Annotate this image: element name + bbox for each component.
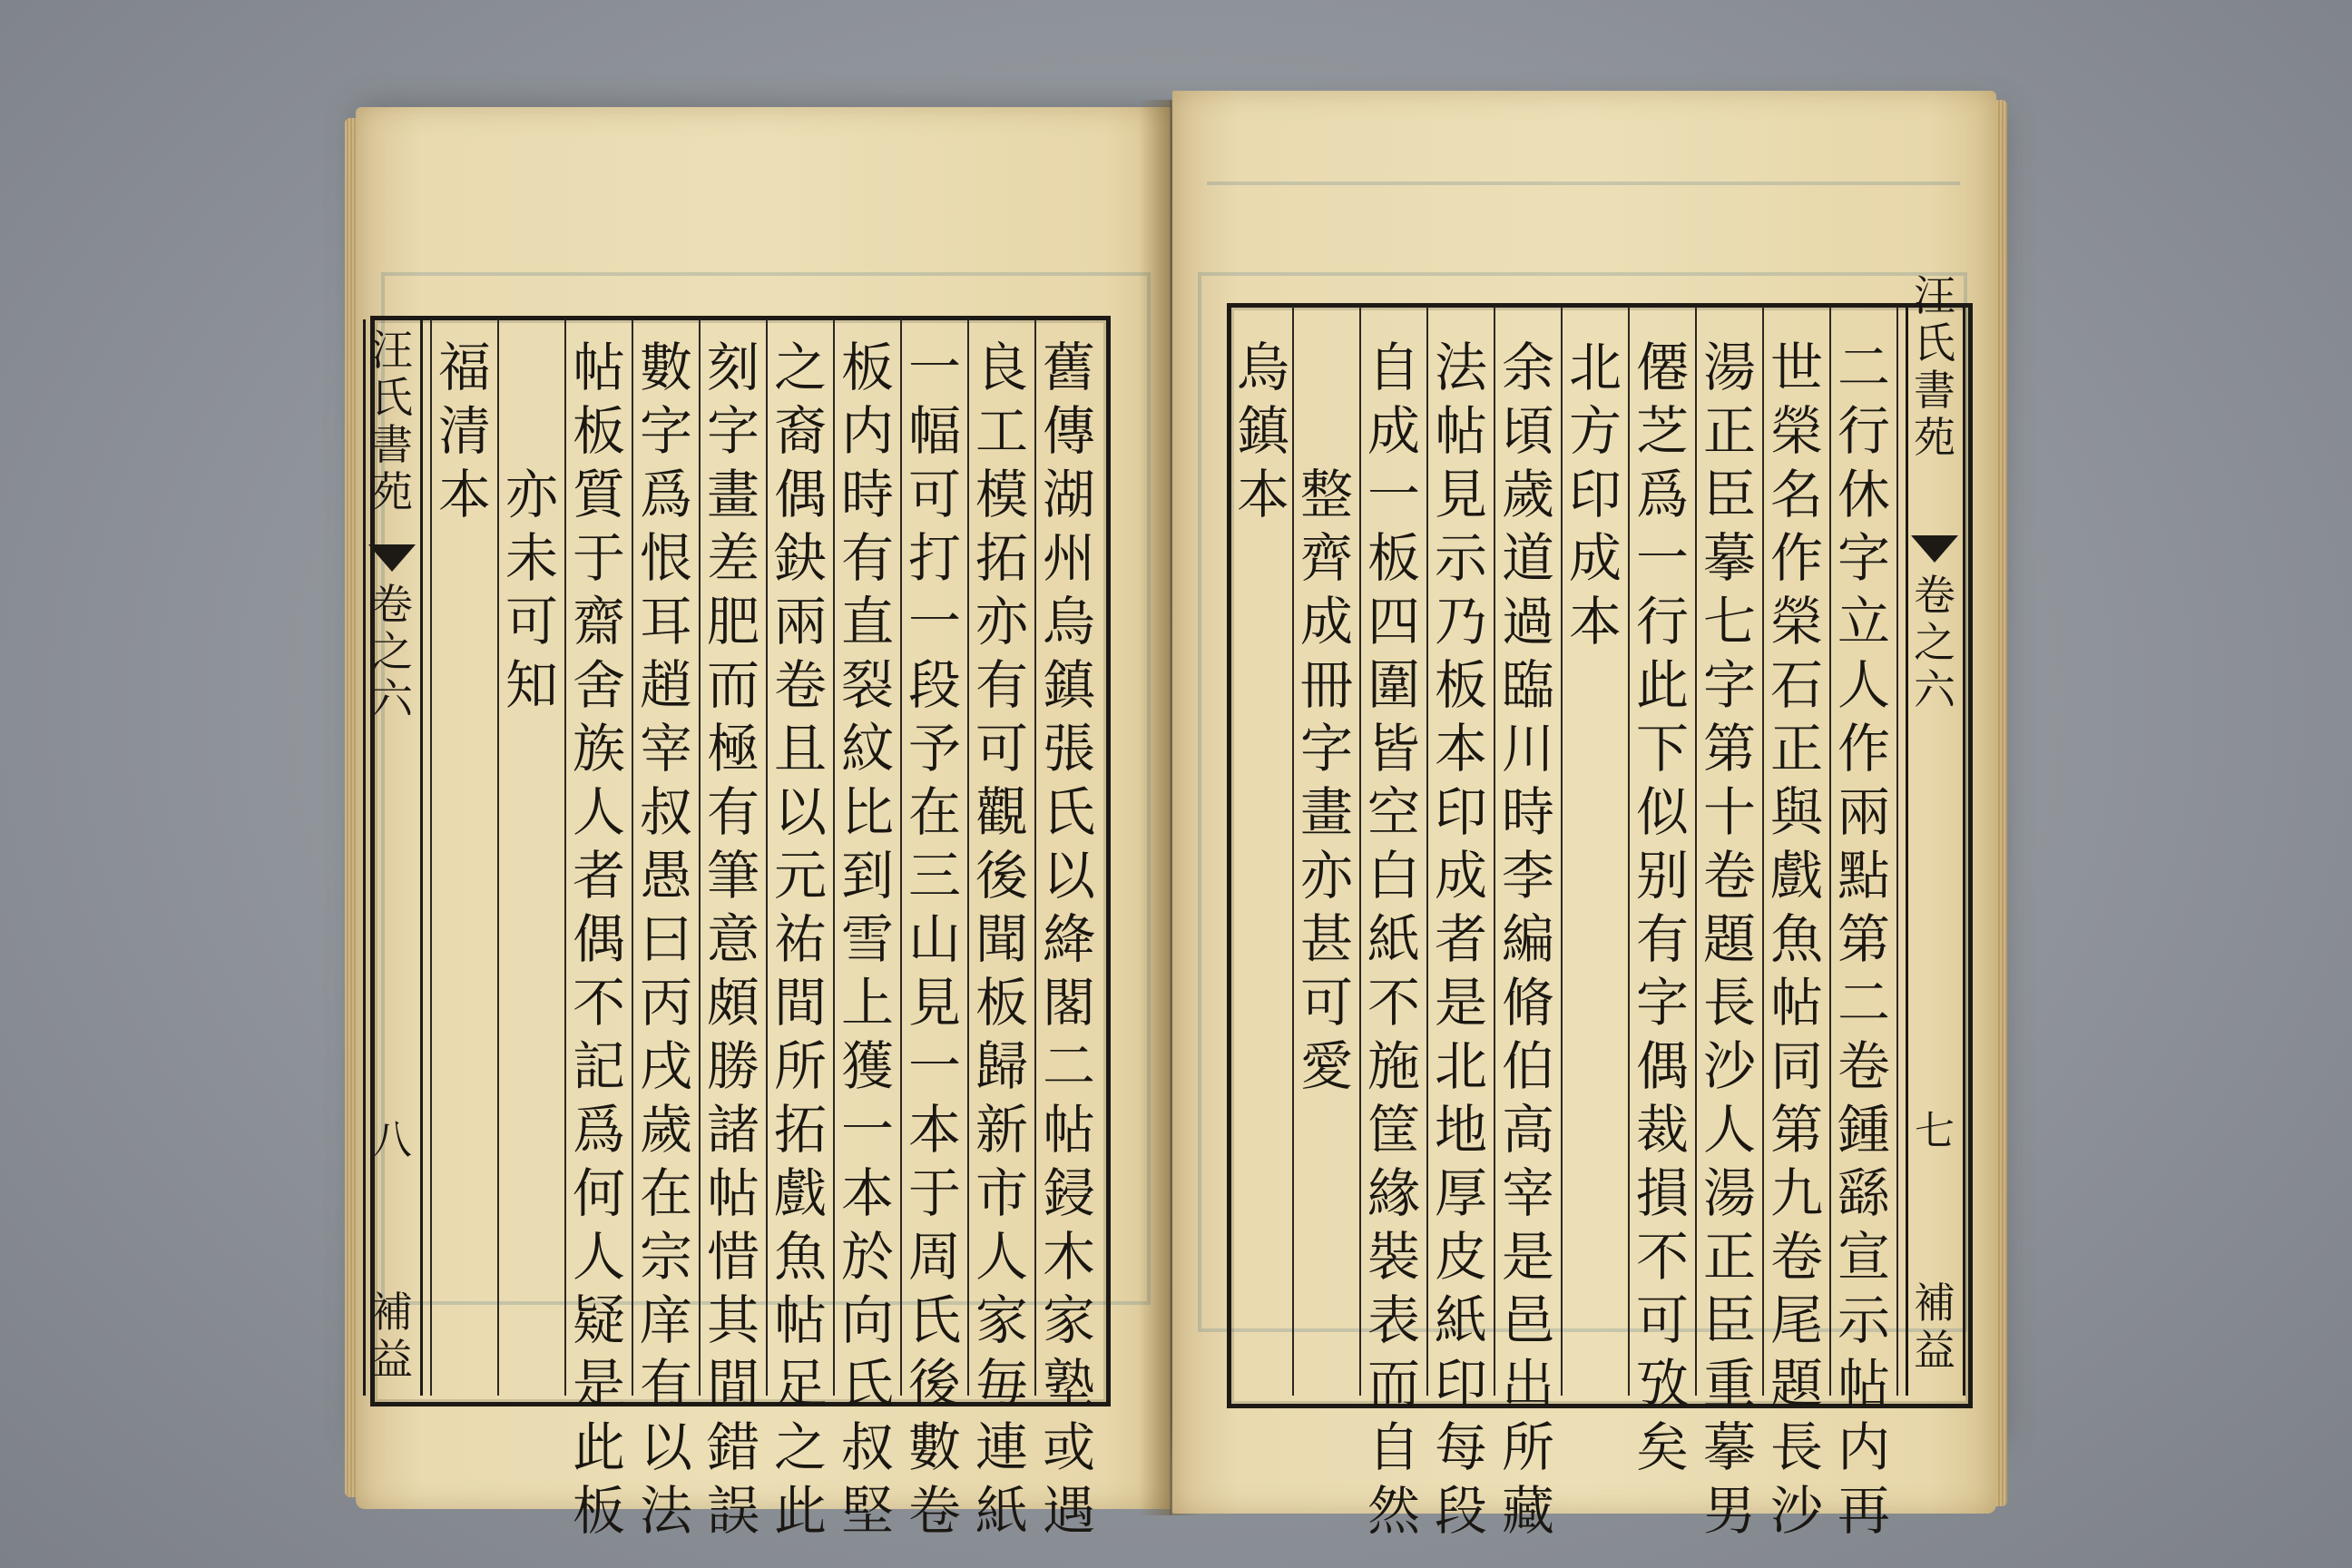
left-column-rule bbox=[900, 319, 902, 1396]
right-text-column-10: 烏鎮本 bbox=[1236, 337, 1289, 525]
right-column-rule bbox=[1359, 307, 1361, 1396]
left-margin-volume: 卷之六 bbox=[371, 580, 413, 723]
right-margin-footer: 補益 bbox=[1914, 1279, 1955, 1375]
left-text-column-8: 帖板質于齋舍族人者偶不記爲何人疑是此板 bbox=[572, 337, 625, 1542]
left-text-column-7: 數字爲恨耳趙宰叔愚曰丙戌歲在宗庠有以法 bbox=[639, 337, 692, 1542]
right-column-rule bbox=[1896, 307, 1898, 1396]
right-column-rule bbox=[1561, 307, 1563, 1396]
left-text-column-5: 之裔偶鈌兩卷且以元祐間所拓戲魚帖足之此 bbox=[773, 337, 827, 1542]
left-text-column-10: 福清本 bbox=[437, 337, 491, 525]
right-column-rule bbox=[1628, 307, 1630, 1396]
right-margin-title: 汪氏書苑 bbox=[1914, 271, 1955, 462]
left-margin-page-number: 八 bbox=[372, 1117, 412, 1163]
right-page-bleed-rule bbox=[1207, 181, 1960, 240]
left-text-column-3: 一幅可打一段予在三山見一本于周氏後數卷 bbox=[907, 337, 961, 1542]
right-margin-page-number: 七 bbox=[1915, 1108, 1955, 1154]
right-text-column-4: 僊芝爲一行此下似别有字偶裁損不可攷矣 bbox=[1635, 337, 1689, 1478]
left-text-column-6: 刻字畫差肥而極有筆意頗勝諸帖惜其間錯誤 bbox=[706, 337, 760, 1542]
right-column-rule bbox=[1829, 307, 1831, 1396]
right-column-rule bbox=[1494, 307, 1495, 1396]
right-text-column-1: 二行休字立人作兩點第二卷鍾繇宣示帖内再 bbox=[1837, 337, 1890, 1542]
left-text-column-2: 良工模拓亦有可觀後聞板歸新市人家毎連紙 bbox=[975, 337, 1028, 1542]
right-column-rule bbox=[1426, 307, 1428, 1396]
left-column-rule bbox=[497, 319, 499, 1396]
left-column-rule bbox=[1034, 319, 1036, 1396]
left-column-rule bbox=[632, 319, 633, 1396]
right-text-column-2: 世榮名作榮石正與戲魚帖同第九卷尾題長沙 bbox=[1769, 337, 1823, 1542]
left-column-rule bbox=[430, 319, 432, 1396]
left-fish-tail-icon bbox=[368, 544, 416, 572]
left-column-rule bbox=[766, 319, 768, 1396]
right-margin-volume: 卷之六 bbox=[1914, 571, 1955, 714]
right-column-rule bbox=[1762, 307, 1764, 1396]
left-column-rule bbox=[699, 319, 701, 1396]
right-text-column-5: 北方印成本 bbox=[1568, 337, 1622, 652]
right-text-column-6: 余頃歲道過臨川時李編脩伯高宰是邑出所藏 bbox=[1501, 337, 1554, 1542]
right-text-column-7: 法帖見示乃板本印成者是北地厚皮紙印每段 bbox=[1434, 337, 1487, 1542]
left-margin-footer: 補益 bbox=[371, 1288, 413, 1384]
right-column-rule bbox=[1695, 307, 1697, 1396]
right-text-column-3: 湯正臣摹七字第十卷題長沙人湯正臣重摹男 bbox=[1702, 337, 1756, 1542]
left-text-column-9: 亦未可知 bbox=[505, 464, 558, 716]
left-text-column-1: 舊傳湖州烏鎮張氏以絳閣二帖鋟木家塾或遇 bbox=[1042, 337, 1095, 1542]
left-column-rule bbox=[833, 319, 835, 1396]
right-text-column-9: 整齊成冊字畫亦甚可愛 bbox=[1299, 464, 1353, 1097]
right-column-rule bbox=[1292, 307, 1294, 1396]
left-column-rule bbox=[967, 319, 969, 1396]
left-column-rule bbox=[564, 319, 566, 1396]
left-text-column-4: 板内時有直裂紋比到雪上獲一本於向氏叔堅 bbox=[840, 337, 894, 1542]
left-margin-title: 汪氏書苑 bbox=[371, 326, 413, 516]
right-fish-tail-icon bbox=[1911, 535, 1958, 563]
right-text-column-8: 自成一板四圍皆空白紙不施筐緣裝表而自然 bbox=[1367, 337, 1420, 1542]
